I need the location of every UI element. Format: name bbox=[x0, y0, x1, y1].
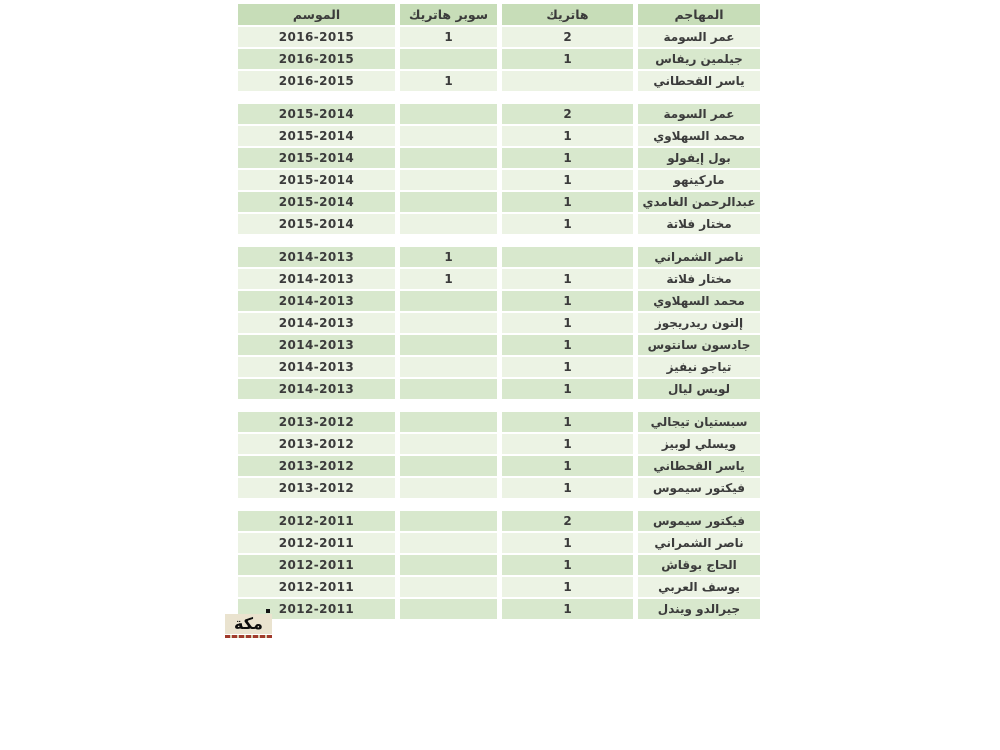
striker-cell: جيرالدو ويندل bbox=[638, 599, 760, 619]
table-row bbox=[238, 291, 760, 311]
table-row bbox=[238, 456, 760, 476]
super-hattrick-cell bbox=[400, 577, 497, 597]
table-row bbox=[238, 335, 760, 355]
table-row bbox=[238, 412, 760, 432]
hattrick-cell: 2 bbox=[502, 27, 633, 47]
hattrick-cell: 1 bbox=[502, 478, 633, 498]
season-cell: 2012-2011 bbox=[238, 511, 395, 531]
column-header-season: الموسم bbox=[238, 4, 395, 25]
hattrick-cell: 2 bbox=[502, 104, 633, 124]
table-body bbox=[238, 27, 760, 619]
hattrick-cell: 1 bbox=[502, 291, 633, 311]
table-row bbox=[238, 577, 760, 597]
striker-cell: سبستيان تيجالي bbox=[638, 412, 760, 432]
striker-cell: ياسر القحطاني bbox=[638, 456, 760, 476]
striker-cell: ناصر الشمراني bbox=[638, 247, 760, 267]
table-header-row bbox=[238, 4, 760, 25]
season-cell: 2013-2012 bbox=[238, 456, 395, 476]
season-cell: 2014-2013 bbox=[238, 247, 395, 267]
super-hattrick-cell bbox=[400, 291, 497, 311]
super-hattrick-cell bbox=[400, 478, 497, 498]
hattrick-cell bbox=[502, 247, 633, 267]
column-header-hattrick: هاتريك bbox=[502, 4, 633, 25]
super-hattrick-cell bbox=[400, 214, 497, 234]
striker-cell: ياسر القحطاني bbox=[638, 71, 760, 91]
table-row bbox=[238, 357, 760, 377]
super-hattrick-cell bbox=[400, 599, 497, 619]
striker-cell: إلتون ريدريجوز bbox=[638, 313, 760, 333]
super-hattrick-cell bbox=[400, 170, 497, 190]
super-hattrick-cell bbox=[400, 434, 497, 454]
super-hattrick-cell bbox=[400, 533, 497, 553]
striker-cell: تياجو نيفيز bbox=[638, 357, 760, 377]
hattrick-cell: 1 bbox=[502, 412, 633, 432]
striker-cell: لويس ليال bbox=[638, 379, 760, 399]
table-row bbox=[238, 49, 760, 69]
table-row bbox=[238, 247, 760, 267]
table-row bbox=[238, 555, 760, 575]
season-cell: 2013-2012 bbox=[238, 412, 395, 432]
table-row bbox=[238, 214, 760, 234]
table-row bbox=[238, 511, 760, 531]
hattrick-cell: 1 bbox=[502, 170, 633, 190]
hattrick-cell: 1 bbox=[502, 214, 633, 234]
season-cell: 2015-2014 bbox=[238, 104, 395, 124]
super-hattrick-cell bbox=[400, 148, 497, 168]
table-row bbox=[238, 599, 760, 619]
hattrick-cell: 1 bbox=[502, 126, 633, 146]
table-row bbox=[238, 313, 760, 333]
hattrick-cell: 1 bbox=[502, 335, 633, 355]
table-row bbox=[238, 379, 760, 399]
super-hattrick-cell bbox=[400, 335, 497, 355]
striker-cell: فيكتور سيموس bbox=[638, 478, 760, 498]
column-header-super-hattrick: سوبر هاتريك bbox=[400, 4, 497, 25]
super-hattrick-cell: 1 bbox=[400, 247, 497, 267]
hattrick-cell: 1 bbox=[502, 434, 633, 454]
logo-caption-strip bbox=[225, 635, 272, 638]
season-group bbox=[238, 27, 760, 91]
season-group bbox=[238, 247, 760, 399]
hattrick-cell: 1 bbox=[502, 533, 633, 553]
season-cell: 2014-2013 bbox=[238, 335, 395, 355]
table-row bbox=[238, 104, 760, 124]
striker-cell: فيكتور سيموس bbox=[638, 511, 760, 531]
logo-dot-icon bbox=[266, 609, 270, 613]
super-hattrick-cell bbox=[400, 379, 497, 399]
season-group bbox=[238, 412, 760, 498]
season-cell: 2012-2011 bbox=[238, 577, 395, 597]
hattrick-cell: 1 bbox=[502, 456, 633, 476]
hattrick-cell: 2 bbox=[502, 511, 633, 531]
striker-cell: عمر السومة bbox=[638, 27, 760, 47]
season-cell: 2014-2013 bbox=[238, 269, 395, 289]
super-hattrick-cell: 1 bbox=[400, 269, 497, 289]
striker-cell: يوسف العربي bbox=[638, 577, 760, 597]
season-cell: 2015-2014 bbox=[238, 214, 395, 234]
striker-cell: جيلمين ريفاس bbox=[638, 49, 760, 69]
hattrick-table bbox=[238, 4, 760, 621]
super-hattrick-cell bbox=[400, 456, 497, 476]
striker-cell: محمد السهلاوي bbox=[638, 291, 760, 311]
super-hattrick-cell bbox=[400, 511, 497, 531]
season-cell: 2014-2013 bbox=[238, 357, 395, 377]
super-hattrick-cell bbox=[400, 555, 497, 575]
table-row bbox=[238, 27, 760, 47]
season-cell: 2016-2015 bbox=[238, 27, 395, 47]
hattrick-cell: 1 bbox=[502, 599, 633, 619]
striker-cell: ماركينهو bbox=[638, 170, 760, 190]
season-cell: 2016-2015 bbox=[238, 71, 395, 91]
super-hattrick-cell bbox=[400, 49, 497, 69]
season-cell: 2015-2014 bbox=[238, 148, 395, 168]
table-row bbox=[238, 478, 760, 498]
season-cell: 2012-2011 bbox=[238, 555, 395, 575]
season-group bbox=[238, 511, 760, 619]
column-header-striker: المهاجم bbox=[638, 4, 760, 25]
super-hattrick-cell: 1 bbox=[400, 71, 497, 91]
hattrick-cell: 1 bbox=[502, 269, 633, 289]
season-cell: 2015-2014 bbox=[238, 126, 395, 146]
hattrick-cell: 1 bbox=[502, 357, 633, 377]
striker-cell: جادسون سانتوس bbox=[638, 335, 760, 355]
table-row bbox=[238, 170, 760, 190]
makkah-logo bbox=[225, 609, 272, 638]
super-hattrick-cell: 1 bbox=[400, 27, 497, 47]
season-cell: 2015-2014 bbox=[238, 170, 395, 190]
season-cell: 2014-2013 bbox=[238, 313, 395, 333]
hattrick-cell: 1 bbox=[502, 313, 633, 333]
super-hattrick-cell bbox=[400, 313, 497, 333]
striker-cell: الحاج بوقاش bbox=[638, 555, 760, 575]
super-hattrick-cell bbox=[400, 104, 497, 124]
striker-cell: محمد السهلاوي bbox=[638, 126, 760, 146]
table-row bbox=[238, 269, 760, 289]
hattrick-cell: 1 bbox=[502, 148, 633, 168]
hattrick-cell bbox=[502, 71, 633, 91]
table-row bbox=[238, 71, 760, 91]
striker-cell: ناصر الشمراني bbox=[638, 533, 760, 553]
hattrick-cell: 1 bbox=[502, 555, 633, 575]
season-group bbox=[238, 104, 760, 234]
super-hattrick-cell bbox=[400, 192, 497, 212]
season-cell: 2016-2015 bbox=[238, 49, 395, 69]
hattrick-cell: 1 bbox=[502, 577, 633, 597]
striker-cell: عبدالرحمن الغامدي bbox=[638, 192, 760, 212]
striker-cell: ويسلي لوبيز bbox=[638, 434, 760, 454]
table-row bbox=[238, 148, 760, 168]
striker-cell: بول إيفولو bbox=[638, 148, 760, 168]
table-row bbox=[238, 533, 760, 553]
logo-wordmark: مكة bbox=[225, 614, 272, 634]
striker-cell: مختار فلاتة bbox=[638, 214, 760, 234]
table-row bbox=[238, 434, 760, 454]
table-row bbox=[238, 126, 760, 146]
season-cell: 2014-2013 bbox=[238, 291, 395, 311]
hattrick-cell: 1 bbox=[502, 49, 633, 69]
super-hattrick-cell bbox=[400, 412, 497, 432]
striker-cell: عمر السومة bbox=[638, 104, 760, 124]
season-cell: 2013-2012 bbox=[238, 434, 395, 454]
season-cell: 2014-2013 bbox=[238, 379, 395, 399]
hattrick-cell: 1 bbox=[502, 192, 633, 212]
season-cell: 2013-2012 bbox=[238, 478, 395, 498]
season-cell: 2012-2011 bbox=[238, 533, 395, 553]
striker-cell: مختار فلاتة bbox=[638, 269, 760, 289]
season-cell: 2015-2014 bbox=[238, 192, 395, 212]
hattrick-cell: 1 bbox=[502, 379, 633, 399]
season-cell: 2012-2011 bbox=[238, 599, 395, 619]
super-hattrick-cell bbox=[400, 357, 497, 377]
super-hattrick-cell bbox=[400, 126, 497, 146]
table-row bbox=[238, 192, 760, 212]
